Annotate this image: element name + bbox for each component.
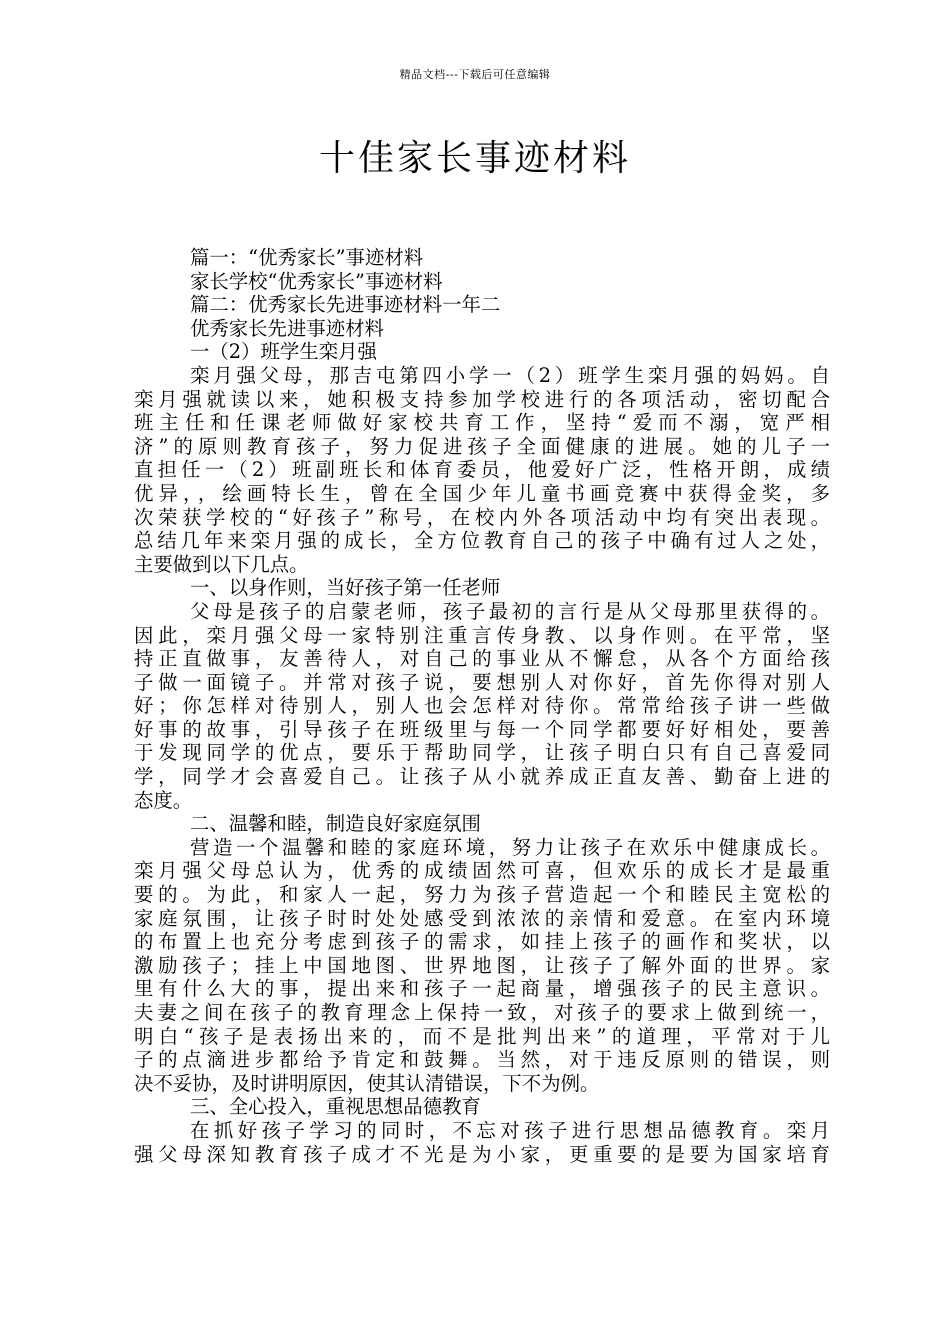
text-line: 在抓好孩子学习的同时，不忘对孩子进行思想品德教育。栾月: [190, 1118, 830, 1142]
text-line: 好；你怎样对待别人，别人也会怎样对待你。常常给孩子讲一些做: [134, 694, 830, 718]
document-title: 十佳家长事迹材料: [318, 138, 631, 179]
text-line: 主要做到以下几点。: [134, 552, 309, 576]
text-line: 总结几年来栾月强的成长，全方位教育自己的孩子中确有过人之处，: [134, 529, 830, 553]
text-line: 夫妻之间在孩子的教育理念上保持一致，对孩子的要求上做到统一，: [134, 1001, 830, 1024]
text-line: 营造一个温馨和睦的家庭环境，努力让孩子在欢乐中健康成长。: [190, 835, 830, 859]
text-line: 态度。: [134, 788, 193, 812]
text-line: 里有什么大的事，提出来和孩子一起商量，增强孩子的民主意识。: [134, 977, 830, 1001]
text-line: 的布置上也充分考虑到孩子的需求，如挂上孩子的画作和奖状，以: [134, 930, 830, 954]
text-line: 栾月强父母总认为，优秀的成绩固然可喜，但欢乐的成长才是最重: [134, 859, 830, 883]
text-line: 要的。为此，和家人一起，努力为孩子营造起一个和睦民主宽松的: [134, 883, 830, 907]
text-line: 家长学校“优秀家长”事迹材料: [190, 269, 443, 293]
text-line: 优异，，绘画特长生，曾在全国少年儿童书画竞赛中获得金奖，多: [134, 481, 830, 505]
text-line: 明白“孩子是表扬出来的，而不是批判出来”的道理，平常对于儿: [134, 1024, 830, 1048]
text-line: 济”的原则教育孩子，努力促进孩子全面健康的进展。她的儿子一: [134, 434, 830, 458]
document-body: [134, 246, 830, 1166]
text-line: 栾月强就读以来，她积极支持参加学校进行的各项活动，密切配合: [134, 387, 830, 411]
text-line: 好事的故事，引导孩子在班级里与每一个同学都要好好相处，要善: [134, 717, 830, 741]
text-line: 一、以身作则，当好孩子第一任老师: [190, 576, 501, 600]
text-line: 学，同学才会喜爱自己。让孩子从小就养成正直友善、勤奋上进的: [134, 765, 830, 789]
text-line: 次荣获学校的“好孩子”称号，在校内外各项活动中均有突出表现。: [134, 505, 830, 529]
text-line: 班主任和任课老师做好家校共育工作，坚持“爱而不溺，宽严相: [134, 411, 830, 435]
text-line: 强父母深知教育孩子成才不光是为小家，更重要的是要为国家培育: [134, 1142, 830, 1166]
text-line: 决不妥协，及时讲明原因，使其认清错误，下不为例。: [134, 1071, 600, 1095]
header-note: 精品文档---下载后可任意编辑: [399, 68, 551, 81]
text-line: 优秀家长先进事迹材料: [190, 316, 384, 340]
text-line: 二、温馨和睦，制造良好家庭氛围: [190, 812, 481, 836]
text-line: 父母是孩子的启蒙老师，孩子最初的言行是从父母那里获得的。: [190, 599, 830, 623]
text-line: 子的点滴进步都给予肯定和鼓舞。当然，对于违反原则的错误，则: [134, 1048, 830, 1072]
text-line: 三、全心投入，重视思想品德教育: [190, 1095, 481, 1119]
text-line: 家庭氛围，让孩子时时处处感受到浓浓的亲情和爱意。在室内环境: [134, 906, 830, 930]
text-line: 于发现同学的优点，要乐于帮助同学，让孩子明白只有自己喜爱同: [134, 741, 830, 765]
text-line: 因此，栾月强父母一家特别注重言传身教、以身作则。在平常，坚: [134, 623, 830, 647]
text-line: 持正直做事，友善待人，对自己的事业从不懈怠，从各个方面给孩: [134, 647, 830, 671]
text-line: 一（2）班学生栾月强: [190, 340, 377, 364]
text-line: 子做一面镜子。并常对孩子说，要想别人对你好，首先你得对别人: [134, 670, 830, 694]
text-line: 栾月强父母，那吉屯第四小学一（2）班学生栾月强的妈妈。自: [190, 363, 830, 387]
text-line: 篇二：优秀家长先进事迹材料一年二: [190, 293, 501, 317]
text-line: 篇一：“优秀家长”事迹材料: [190, 246, 424, 269]
text-line: 直担任一（2）班副班长和体育委员，他爱好广泛，性格开朗，成绩: [134, 458, 830, 482]
text-line: 激励孩子；挂上中国地图、世界地图，让孩子了解外面的世界。家: [134, 953, 830, 977]
